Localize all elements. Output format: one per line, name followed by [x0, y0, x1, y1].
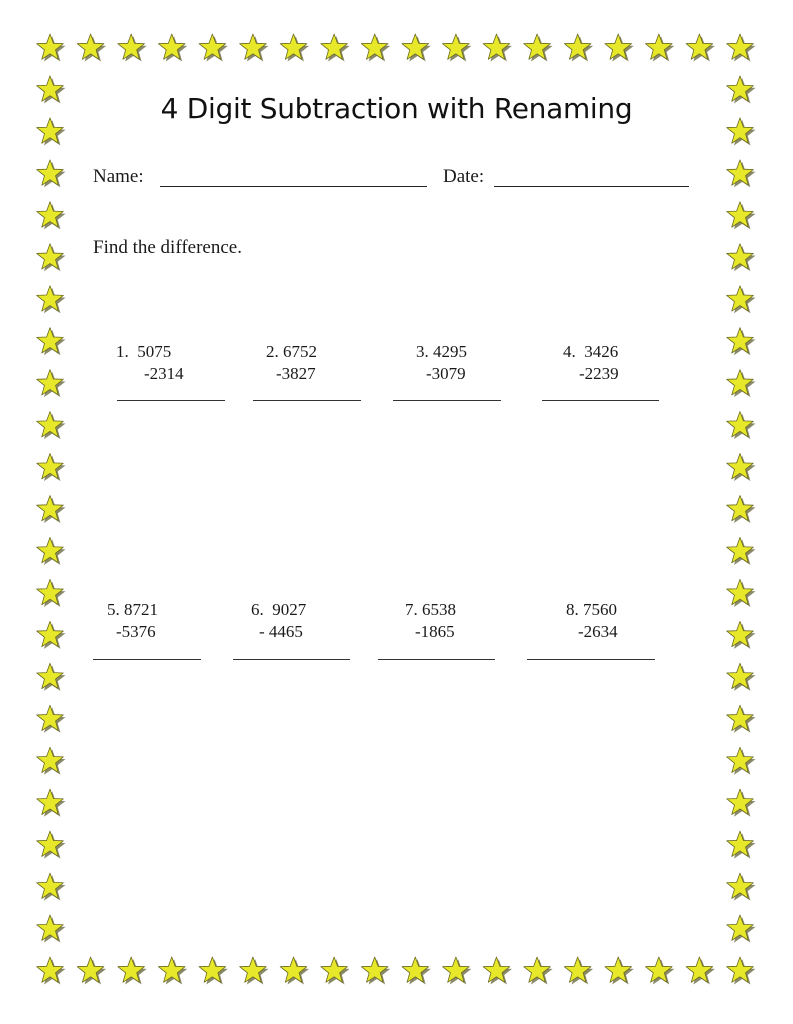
star-icon	[158, 34, 187, 62]
star-icon	[321, 34, 350, 62]
star-icon	[646, 957, 675, 985]
star-icon	[118, 957, 147, 985]
problem-minuend: 5075	[137, 342, 172, 361]
star-icon	[727, 873, 756, 901]
star-icon	[158, 957, 187, 985]
answer-field-5[interactable]	[93, 659, 201, 660]
star-icon	[727, 370, 756, 398]
answer-field-4[interactable]	[542, 400, 659, 401]
star-icon	[199, 957, 228, 985]
star-icon	[37, 286, 66, 314]
problem-minuend: 3426	[584, 342, 619, 361]
problem-number: 6.	[251, 600, 264, 619]
star-icon	[280, 957, 309, 985]
star-icon	[37, 663, 66, 691]
star-icon	[361, 34, 390, 62]
problem-subtrahend: -5376	[116, 622, 156, 641]
star-icon	[727, 621, 756, 649]
star-icon	[37, 537, 66, 565]
problem-subtrahend: -2239	[579, 364, 619, 383]
problem-2	[266, 341, 317, 385]
star-icon	[361, 957, 390, 985]
star-icon	[727, 286, 756, 314]
star-icon	[524, 34, 553, 62]
date-field[interactable]	[494, 186, 689, 187]
star-icon	[605, 34, 634, 62]
star-icon	[37, 621, 66, 649]
star-icon	[727, 328, 756, 356]
problem-subtrahend: -3827	[276, 364, 316, 383]
problem-subtrahend: -2634	[578, 622, 618, 641]
star-icon	[37, 34, 66, 62]
problem-1	[116, 341, 184, 385]
star-icon	[37, 579, 66, 607]
problem-4	[563, 341, 619, 385]
star-icon	[37, 915, 66, 943]
star-icon	[77, 34, 106, 62]
name-field[interactable]	[160, 186, 427, 187]
star-icon	[37, 831, 66, 859]
answer-field-2[interactable]	[253, 400, 361, 401]
problem-number: 2.	[266, 342, 279, 361]
problem-number: 5.	[107, 600, 120, 619]
answer-field-8[interactable]	[527, 659, 655, 660]
star-icon	[727, 244, 756, 272]
star-icon	[727, 747, 756, 775]
problem-6	[251, 599, 306, 643]
problem-subtrahend: -3079	[426, 364, 466, 383]
problem-minuend: 4295	[433, 342, 467, 361]
star-icon	[727, 160, 756, 188]
problem-7	[405, 599, 456, 643]
star-icon	[37, 747, 66, 775]
answer-field-6[interactable]	[233, 659, 350, 660]
star-icon	[37, 496, 66, 524]
star-icon	[77, 957, 106, 985]
star-icon	[37, 412, 66, 440]
star-icon	[321, 957, 350, 985]
star-icon	[37, 454, 66, 482]
instructions-text: Find the difference.	[93, 237, 242, 258]
star-icon	[37, 244, 66, 272]
problem-8	[566, 599, 618, 643]
star-icon	[605, 957, 634, 985]
star-icon	[37, 957, 66, 985]
star-icon	[646, 34, 675, 62]
star-icon	[37, 160, 66, 188]
star-icon	[37, 705, 66, 733]
problem-number: 1.	[116, 342, 129, 361]
star-icon	[727, 537, 756, 565]
star-icon	[402, 957, 431, 985]
name-label: Name:	[93, 166, 144, 187]
star-icon	[37, 202, 66, 230]
problem-minuend: 8721	[124, 600, 158, 619]
problem-number: 8.	[566, 600, 579, 619]
answer-field-1[interactable]	[117, 400, 225, 401]
star-icon	[727, 705, 756, 733]
answer-field-3[interactable]	[393, 400, 501, 401]
star-icon	[37, 328, 66, 356]
star-icon	[727, 454, 756, 482]
star-icon	[37, 370, 66, 398]
star-icon	[727, 496, 756, 524]
star-icon	[443, 957, 472, 985]
star-icon	[727, 789, 756, 817]
problem-subtrahend: -2314	[144, 364, 184, 383]
page-title: 4 Digit Subtraction with Renaming	[160, 92, 633, 125]
problem-subtrahend: - 4465	[259, 622, 303, 641]
star-icon	[686, 34, 715, 62]
star-icon	[727, 831, 756, 859]
problem-number: 7.	[405, 600, 418, 619]
star-icon	[483, 957, 512, 985]
star-icon	[240, 957, 269, 985]
star-icon	[240, 34, 269, 62]
problem-subtrahend: -1865	[415, 622, 455, 641]
star-icon	[564, 957, 593, 985]
answer-field-7[interactable]	[378, 659, 495, 660]
star-icon	[118, 34, 147, 62]
star-icon	[483, 34, 512, 62]
star-icon	[727, 579, 756, 607]
star-icon	[37, 873, 66, 901]
star-icon	[727, 202, 756, 230]
star-icon	[564, 34, 593, 62]
problem-minuend: 7560	[583, 600, 617, 619]
star-icon	[727, 412, 756, 440]
star-icon	[402, 34, 431, 62]
problem-minuend: 6752	[283, 342, 317, 361]
star-icon	[727, 915, 756, 943]
star-icon	[727, 663, 756, 691]
date-label: Date:	[443, 166, 485, 187]
star-icon	[524, 957, 553, 985]
problem-3	[416, 341, 467, 385]
problem-minuend: 9027	[272, 600, 307, 619]
problem-5	[107, 599, 158, 643]
problem-number: 3.	[416, 342, 429, 361]
star-icon	[37, 789, 66, 817]
star-icon	[727, 34, 756, 62]
star-icon	[686, 957, 715, 985]
problem-minuend: 6538	[422, 600, 456, 619]
star-icon	[727, 957, 756, 985]
problem-number: 4.	[563, 342, 576, 361]
star-icon	[443, 34, 472, 62]
star-icon	[280, 34, 309, 62]
star-icon	[199, 34, 228, 62]
